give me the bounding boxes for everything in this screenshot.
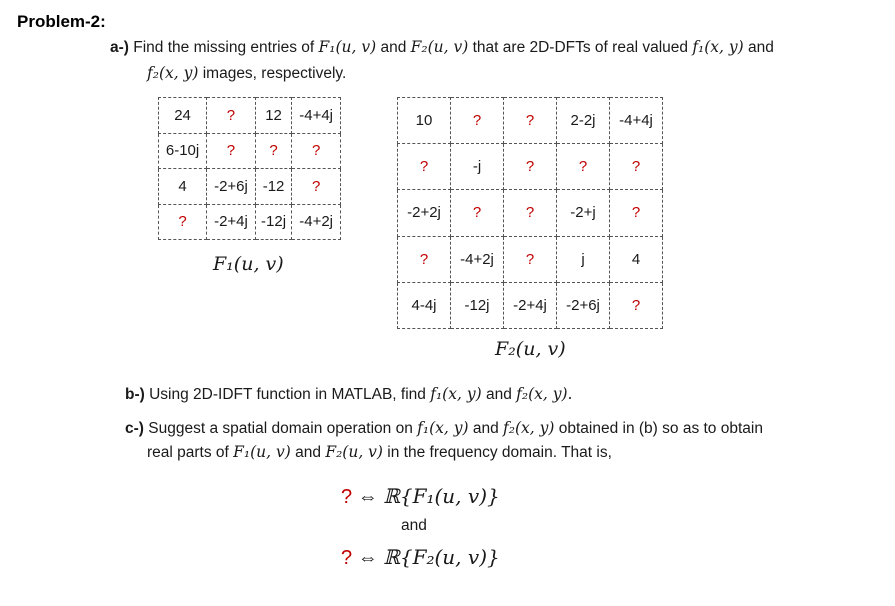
part-a-f2: f₂(x, y)	[147, 64, 199, 82]
equation-2-question: ?	[341, 547, 353, 569]
F2-caption: F₂(u, v)	[495, 338, 566, 360]
matrix-row	[159, 133, 341, 169]
part-b-f2: f₂(x, y).	[516, 385, 573, 403]
part-a-and: and	[380, 39, 407, 56]
part-c-and: and	[472, 420, 499, 437]
F1-caption: F₁(u, v)	[213, 253, 284, 275]
matrix-cell: ?	[504, 236, 557, 282]
part-c-text-3: real parts of	[147, 444, 229, 461]
part-a-text-1: Find the missing entries of	[133, 39, 315, 56]
F1-matrix-table	[158, 97, 341, 240]
matrix-cell: ?	[292, 133, 341, 169]
matrix-cell: ?	[504, 144, 557, 190]
matrix-cell: 6-10j	[159, 133, 207, 169]
part-c-text-1: Suggest a spatial domain operation on	[148, 420, 413, 437]
part-b-label: b-)	[125, 386, 145, 403]
matrix-cell: ?	[504, 190, 557, 236]
matrix-row	[159, 204, 341, 240]
matrix-row	[159, 169, 341, 205]
matrix-cell: -2+j	[557, 190, 610, 236]
part-c-F2: F₂(u, v)	[325, 443, 383, 461]
matrix-cell: -12	[255, 169, 291, 205]
matrix-cell: 12	[255, 98, 291, 134]
part-c-text-2: obtained in (b) so as to obtain	[558, 420, 763, 437]
part-a-f1: f₁(x, y)	[692, 38, 744, 56]
matrix-cell: -4+2j	[451, 236, 504, 282]
matrix-row	[398, 190, 663, 236]
part-c-f2: f₂(x, y)	[503, 419, 555, 437]
F2-matrix-table	[397, 97, 663, 329]
part-b-f1: f₁(x, y)	[430, 385, 482, 403]
matrix-cell: ?	[504, 98, 557, 144]
part-a-line-1	[110, 36, 774, 59]
matrix-cell: ?	[610, 144, 663, 190]
equation-1	[341, 484, 500, 509]
part-a-F2: F₂(u, v)	[410, 38, 469, 56]
equation-1-expr: ℝ{F₁(u, v)}	[383, 484, 500, 508]
equation-2-expr: ℝ{F₂(u, v)}	[383, 545, 500, 569]
matrix-row	[398, 236, 663, 282]
matrix-cell: 4-4j	[398, 282, 451, 328]
part-b-text: Using 2D-IDFT function in MATLAB, find	[149, 386, 426, 403]
part-a-text-2: that are 2D-DFTs of real valued	[472, 39, 688, 56]
matrix-cell: -12j	[451, 282, 504, 328]
matrix-cell: -12j	[255, 204, 291, 240]
matrix-cell: -2+6j	[557, 282, 610, 328]
matrix-cell: -4+4j	[292, 98, 341, 134]
matrix-cell: ?	[207, 133, 256, 169]
matrix-cell: ?	[610, 282, 663, 328]
matrix-cell: -j	[451, 144, 504, 190]
matrix-cell: 10	[398, 98, 451, 144]
matrix-cell: -4+2j	[292, 204, 341, 240]
matrix-cell: ?	[159, 204, 207, 240]
part-b-line	[125, 383, 572, 406]
equation-1-arrow: ⇔	[357, 486, 378, 508]
problem-heading: Problem-2:	[17, 12, 106, 31]
part-b-and: and	[485, 386, 512, 403]
part-c-F1: F₁(u, v)	[233, 443, 291, 461]
matrix-row	[159, 98, 341, 134]
matrix-cell: ?	[557, 144, 610, 190]
part-a-line-2	[147, 62, 346, 85]
matrix-cell: 2-2j	[557, 98, 610, 144]
part-a-F1: F₁(u, v)	[318, 38, 377, 56]
matrix-cell: -2+6j	[207, 169, 256, 205]
matrix-cell: ?	[610, 190, 663, 236]
part-c-text-4: in the frequency domain. That is,	[387, 444, 612, 461]
matrix-cell: ?	[255, 133, 291, 169]
part-a-and-2: and	[748, 39, 774, 56]
part-c-line-2	[147, 441, 612, 464]
matrix-cell: ?	[451, 190, 504, 236]
part-c-f1: f₁(x, y)	[417, 419, 469, 437]
matrix-cell: 4	[610, 236, 663, 282]
part-c-line-1	[125, 417, 763, 440]
part-c-label: c-)	[125, 420, 144, 437]
matrix-cell: ?	[398, 236, 451, 282]
matrix-cell: ?	[292, 169, 341, 205]
equation-2	[341, 545, 500, 570]
matrix-cell: -2+4j	[504, 282, 557, 328]
matrix-cell: j	[557, 236, 610, 282]
part-c-and-2: and	[295, 444, 322, 461]
matrix-cell: 4	[159, 169, 207, 205]
matrix-cell: -2+2j	[398, 190, 451, 236]
equation-2-arrow: ⇔	[357, 547, 378, 569]
part-a-label: a-)	[110, 39, 129, 56]
matrix-cell: -4+4j	[610, 98, 663, 144]
matrix-cell: -2+4j	[207, 204, 256, 240]
matrix-row	[398, 98, 663, 144]
matrix-cell: ?	[451, 98, 504, 144]
matrix-cell: ?	[398, 144, 451, 190]
matrix-row	[398, 282, 663, 328]
matrix-row	[398, 144, 663, 190]
matrix-cell: ?	[207, 98, 256, 134]
equation-and: and	[401, 517, 427, 534]
equation-1-question: ?	[341, 486, 353, 508]
matrix-cell: 24	[159, 98, 207, 134]
part-a-text-3: images, respectively.	[202, 65, 347, 82]
